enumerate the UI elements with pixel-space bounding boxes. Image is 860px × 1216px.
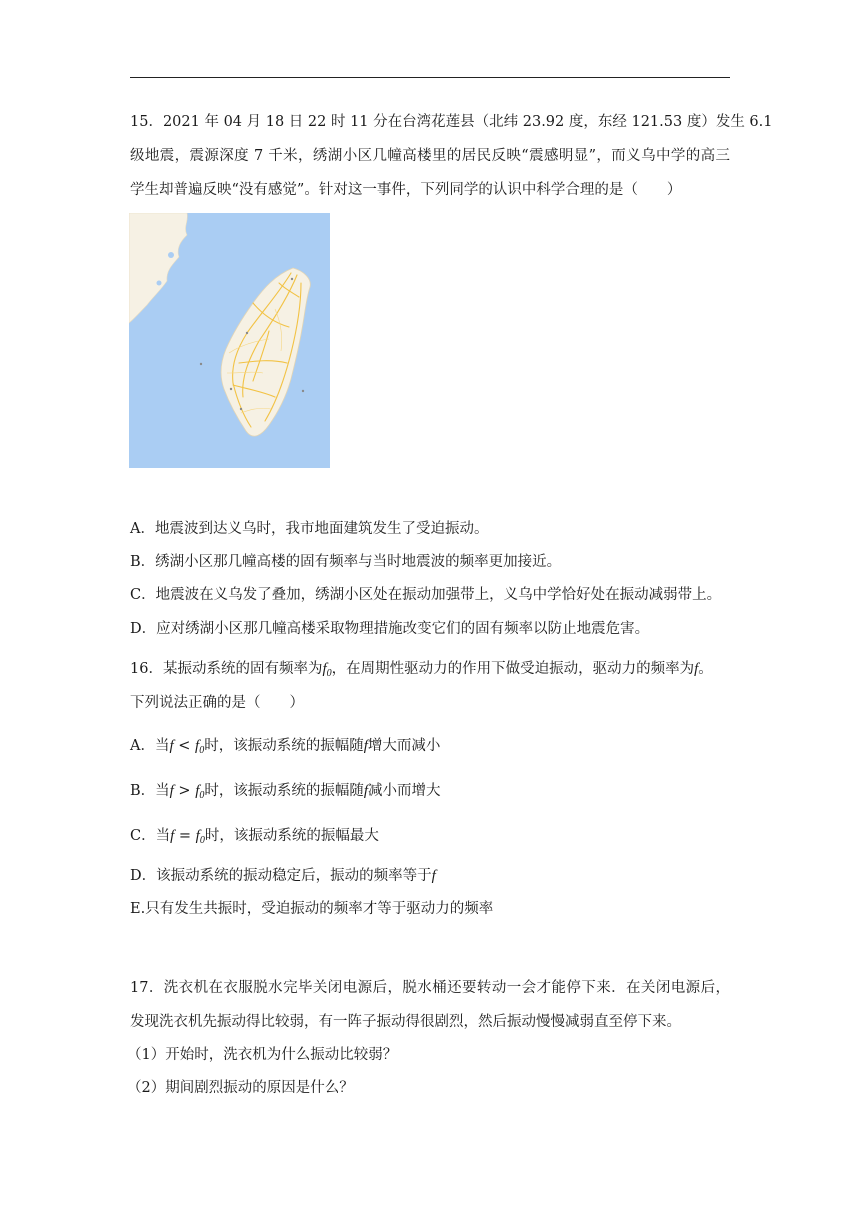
q16-stem-line-1 <box>130 659 713 679</box>
q15-option-c: C．地震波在义乌发了叠加，绣湖小区处在振动加强带上，义乌中学恰好处在振动减弱带上。 <box>130 587 722 603</box>
var-f0: $f_0$ <box>322 661 332 679</box>
q17-subquestion-1: （1）开始时，洗衣机为什么振动比较弱？ <box>127 1047 398 1063</box>
q15-option-a: A．地震波到达义乌时，我市地面建筑发生了受迫振动。 <box>130 521 489 537</box>
q15-stem-line-1: 15．2021 年 04 月 18 日 22 时 11 分在台湾花莲县（北纬 23.92 度，东经 121.53 度）发生 6.1 <box>130 114 773 130</box>
q16-stem-part-c: 。 <box>698 661 713 677</box>
q17-stem-line-2: 发现洗衣机先振动得比较弱，有一阵子振动得很剧烈，然后振动慢慢减弱直至停下来。 <box>130 1014 681 1030</box>
header-rule <box>130 77 730 78</box>
q16-option-d: D．该振动系统的振动稳定后，振动的频率等于f <box>130 868 436 884</box>
q16-stem-part-b: ，在周期性驱动力的作用下做受迫振动，驱动力的频率为 <box>331 661 695 677</box>
q17-stem-line-1: 17．洗衣机在衣服脱水完毕关闭电源后，脱水桶还要转动一会才能停下来．在关闭电源后， <box>130 980 730 996</box>
q15-option-b: B．绣湖小区那几幢高楼的固有频率与当时地震波的频率更加接近。 <box>130 554 562 570</box>
var-f: f <box>694 661 699 677</box>
q16-option-c: C．当$f = f_0$时，该振动系统的振幅最大 <box>130 828 379 846</box>
q17-subquestion-2: （2）期间剧烈振动的原因是什么？ <box>127 1080 354 1096</box>
q15-stem-line-2: 级地震，震源深度 7 千米，绣湖小区几幢高楼里的居民反映“震感明显”，而义乌中学的高三 <box>130 148 730 164</box>
q15-stem-line-3: 学生却普遍反映“没有感觉”。针对这一事件，下列同学的认识中科学合理的是（ ） <box>130 182 682 198</box>
q16-stem-line-2: 下列说法正确的是（ ） <box>130 695 304 711</box>
taiwan-map-image <box>129 213 330 468</box>
q15-option-d: D．应对绣湖小区那几幢高楼采取物理措施改变它们的固有频率以防止地震危害。 <box>130 621 650 637</box>
q16-option-e: E.只有发生共振时，受迫振动的频率才等于驱动力的频率 <box>130 901 494 917</box>
q16-option-b: B．当$f > f_0$时，该振动系统的振幅随f减小而增大 <box>130 783 441 801</box>
q16-option-a: A．当$f < f_0$时，该振动系统的振幅随f增大而减小 <box>130 738 441 756</box>
q16-stem-part-a: 16．某振动系统的固有频率为 <box>130 661 323 677</box>
